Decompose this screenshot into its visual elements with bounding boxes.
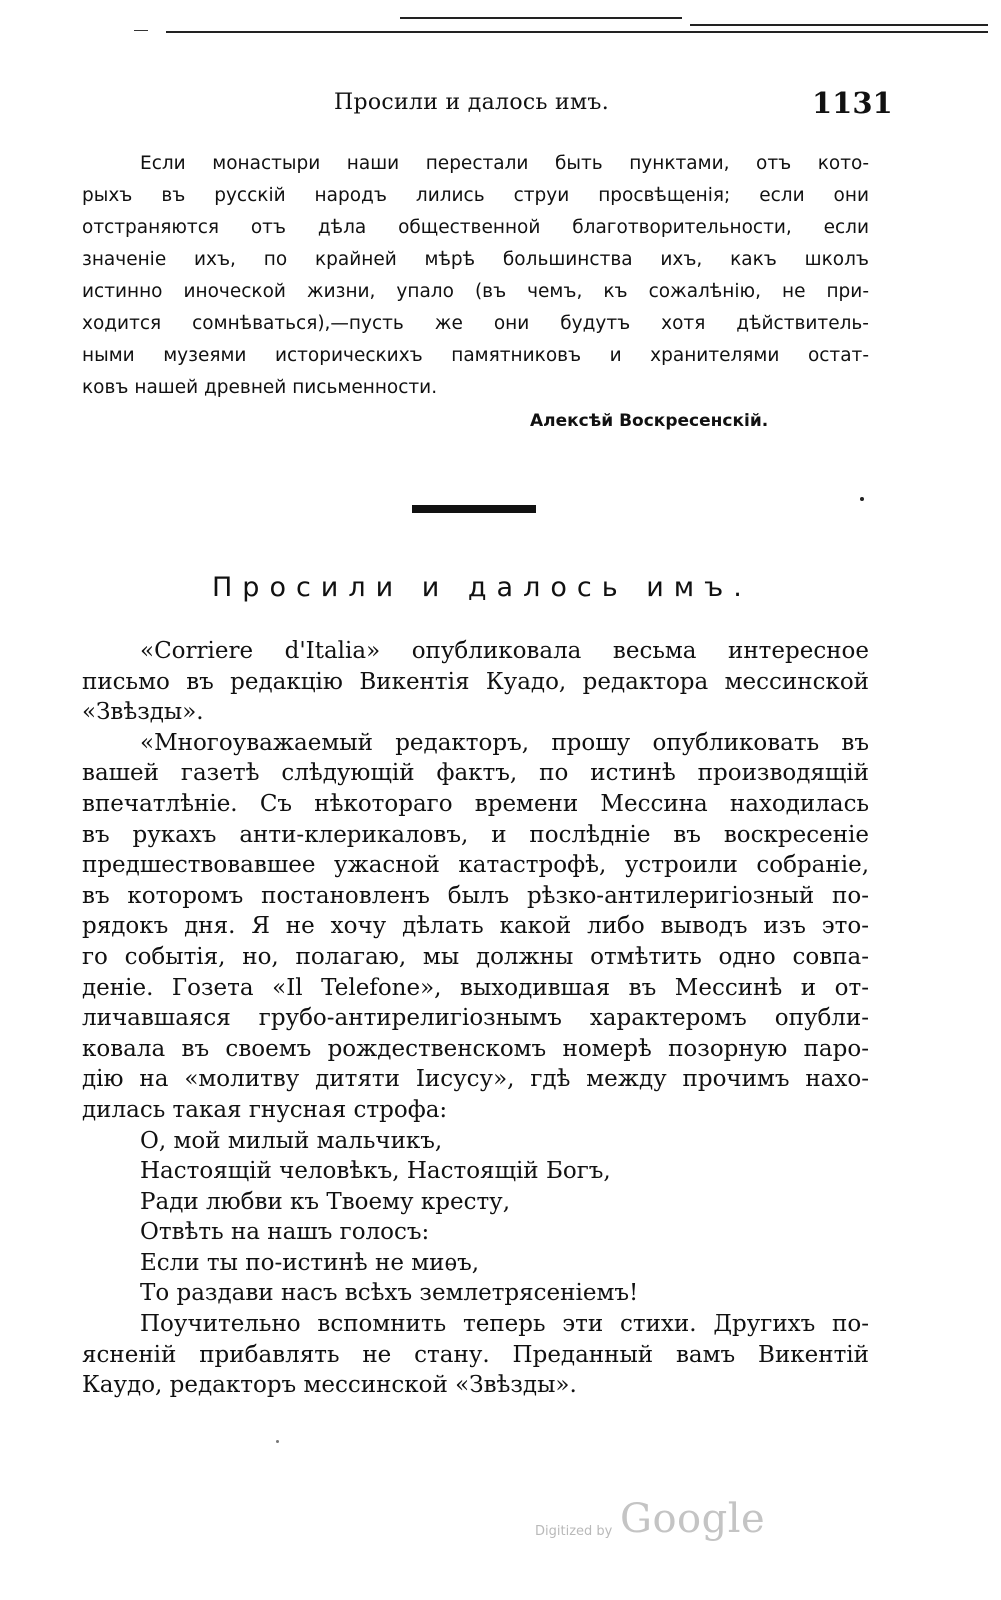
verse-line: Если ты по-истинѣ не миѳъ, — [140, 1249, 480, 1276]
article2-line: рядокъ дня. Я не хочу дѣлать какой либо выводъ изъ это- — [82, 913, 869, 940]
article1-signature: Алексѣй Воскресенскій. — [530, 411, 769, 431]
divider-dot-mark — [860, 497, 864, 501]
article2-line: ясненій прибавлять не стану. Преданный вамъ Викентій — [82, 1341, 869, 1368]
article2-line: Поучительно вспомнить теперь эти стихи. Другихъ по- — [140, 1311, 869, 1338]
article2-line: дилась такая гнусная строфа: — [82, 1096, 448, 1123]
verse-line: Настоящій человѣкъ, Настоящій Богъ, — [140, 1158, 611, 1185]
verse-line: О, мой милый мальчикъ, — [140, 1127, 443, 1154]
verse-line: Отвѣть на нашъ голосъ: — [140, 1219, 430, 1246]
article2-line: «Corriere d'Italia» опубликовала весьма интересное — [140, 638, 869, 664]
article2-line: «Звѣзды». — [82, 699, 204, 726]
stray-ink-mark — [276, 1440, 279, 1443]
article2-line: въ которомъ постановленъ былъ рѣзко-антилеригіозный по- — [82, 882, 869, 909]
article1-line: Если монастыри наши перестали быть пунктами, отъ кото- — [140, 153, 869, 174]
article1-line: ными музеями историческихъ памятниковъ и хранителями остат- — [82, 345, 869, 366]
article2-line: дію на «молитву дитяти Іисусу», гдѣ между прочимъ нахо- — [82, 1066, 869, 1093]
article1-line: отстраняются отъ дѣла общественной благотворительности, если — [82, 217, 869, 238]
article2-line: письмо въ редакцію Викентія Куадо, редактора мессинской — [82, 668, 869, 695]
article2-line: вашей газетѣ слѣдующій фактъ, по истинѣ производящій — [82, 760, 869, 787]
article1-line: ковъ нашей древней письменности. — [82, 377, 438, 398]
article2-body — [82, 636, 869, 1401]
top-rule-middle — [690, 24, 988, 26]
running-title: Просили и далось имъ. — [334, 90, 610, 115]
article2-line: Каудо, редакторъ мессинской «Звѣзды». — [82, 1372, 577, 1399]
article1-line: ходится сомнѣваться),—пусть же они будутъ хотя дѣйствитель- — [82, 313, 869, 334]
google-watermark: Google — [620, 1496, 766, 1542]
article1-line: истинно иноческой жизни, упало (въ чемъ, къ сожалѣнію, не при- — [82, 281, 869, 302]
article2-line: предшествовавшее ужасной катастрофѣ, устроили собраніе, — [82, 852, 869, 879]
article2-line: «Многоуважаемый редакторъ, прошу опубликовать въ — [140, 729, 869, 756]
article2-line: деніе. Гозета «Il Telefone», выходившая въ Мессинѣ и от- — [82, 974, 869, 1001]
article2-line: ковала въ своемъ рождественскомъ номерѣ позорную паро- — [82, 1035, 869, 1062]
article2-line: го событія, но, полагаю, мы должны отмѣтить одно совпа- — [82, 943, 869, 970]
digitized-by-label: Digitized by — [535, 1524, 613, 1539]
article1-line: рыхъ въ русскій народъ лились струи просвѣщенія; если они — [82, 185, 869, 206]
article1-line: значеніе ихъ, по крайней мѣрѣ большинства ихъ, какъ школъ — [82, 249, 869, 270]
verse-line: То раздави насъ всѣхъ землетрясеніемъ! — [140, 1280, 639, 1307]
article2-line: личавшаяся грубо-антирелигіознымъ характеромъ опубли- — [82, 1005, 869, 1032]
verse-line: Ради любви къ Твоему кресту, — [140, 1188, 511, 1215]
section-divider — [412, 505, 536, 513]
top-rule-upper — [400, 17, 682, 19]
article2-line: въ рукахъ анти-клерикаловъ, и послѣдніе въ воскресеніе — [82, 821, 869, 848]
page-number: 1131 — [812, 86, 893, 120]
top-rule — [166, 31, 988, 33]
top-dash-mark — [134, 30, 148, 31]
article1-body — [82, 148, 869, 404]
article2-line: впечатлѣніе. Съ нѣкотораго времени Мессина находилась — [82, 790, 869, 817]
article2-heading: Просили и далось имъ. — [212, 572, 752, 603]
